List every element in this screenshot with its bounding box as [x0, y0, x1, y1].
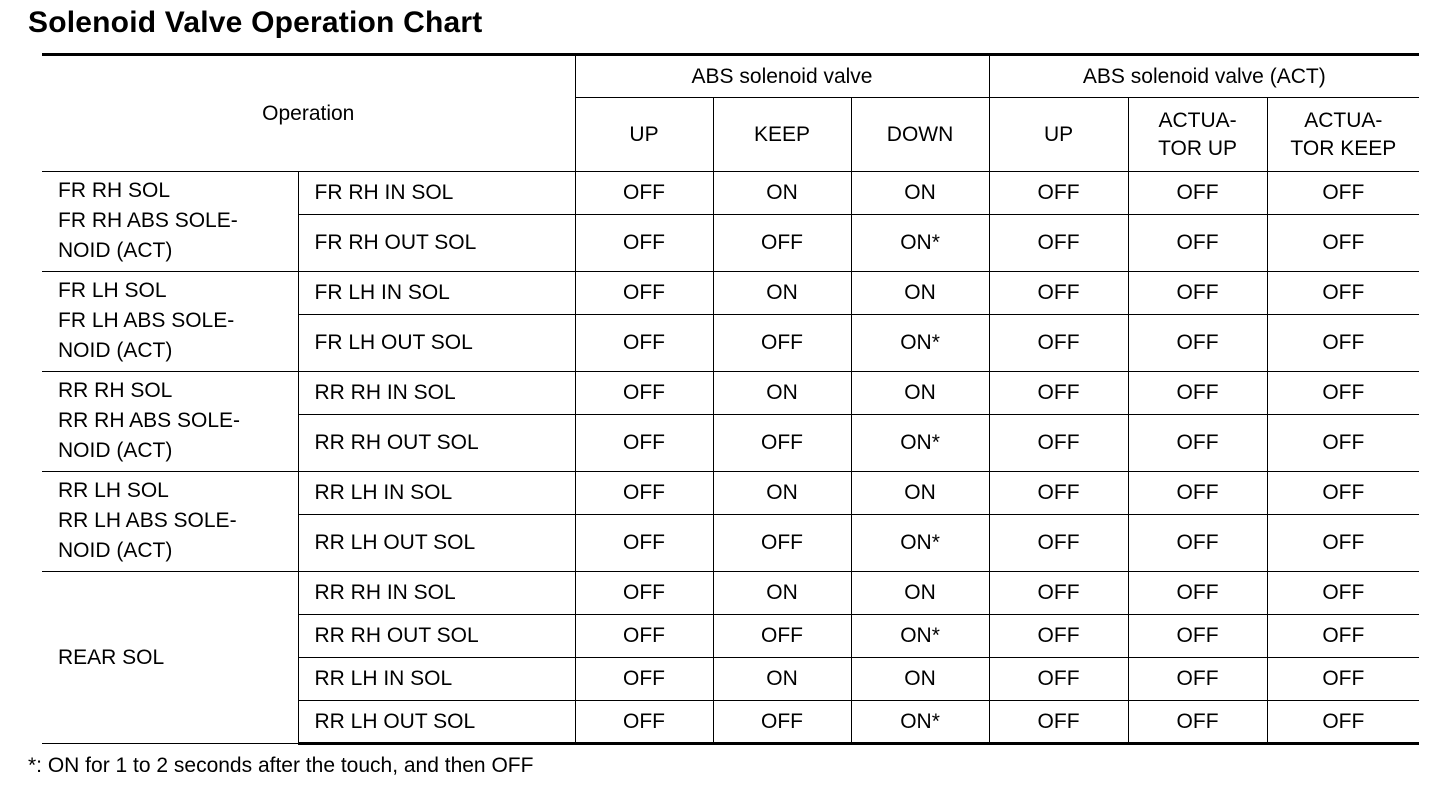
solenoid-label: FR RH IN SOL [298, 172, 575, 215]
state-cell: ON* [851, 315, 989, 372]
state-cell: OFF [1267, 615, 1419, 658]
state-cell: OFF [1128, 701, 1267, 744]
group-label-line: FR RH SOL [58, 179, 171, 202]
state-cell: OFF [989, 701, 1128, 744]
solenoid-label: RR RH IN SOL [298, 572, 575, 615]
state-cell: ON [851, 172, 989, 215]
state-cell: ON [851, 272, 989, 315]
col-header-keep: KEEP [713, 98, 851, 172]
state-cell: OFF [989, 515, 1128, 572]
state-cell: OFF [989, 272, 1128, 315]
abs-solenoid-valve-act-header: ABS solenoid valve (ACT) [989, 55, 1419, 98]
abs-solenoid-valve-header: ABS solenoid valve [575, 55, 989, 98]
state-cell: OFF [1128, 315, 1267, 372]
state-cell: OFF [989, 615, 1128, 658]
state-cell: ON [713, 272, 851, 315]
state-cell: OFF [1267, 515, 1419, 572]
state-cell: ON [713, 372, 851, 415]
group-label-line: FR LH ABS SOLE- [58, 309, 235, 332]
state-cell: OFF [989, 372, 1128, 415]
state-cell: OFF [575, 515, 713, 572]
table-row [42, 272, 1419, 315]
state-cell: OFF [1267, 372, 1419, 415]
state-cell: ON [851, 472, 989, 515]
state-cell: OFF [713, 615, 851, 658]
state-cell: OFF [989, 215, 1128, 272]
state-cell: OFF [1128, 215, 1267, 272]
solenoid-label: RR LH OUT SOL [298, 515, 575, 572]
col-header-actuator-keep: ACTUA- TOR KEEP [1267, 98, 1419, 172]
group-label-line: NOID (ACT) [58, 339, 173, 362]
group-label-line: RR LH SOL [58, 479, 169, 502]
state-cell: OFF [1267, 472, 1419, 515]
state-cell: ON [851, 572, 989, 615]
group-label [42, 372, 298, 472]
table-row [42, 372, 1419, 415]
state-cell: OFF [575, 472, 713, 515]
state-cell: OFF [713, 315, 851, 372]
state-cell: OFF [1267, 272, 1419, 315]
state-cell: OFF [575, 315, 713, 372]
solenoid-label: RR RH IN SOL [298, 372, 575, 415]
solenoid-label: FR RH OUT SOL [298, 215, 575, 272]
solenoid-label: RR LH OUT SOL [298, 701, 575, 744]
group-label-line: FR LH SOL [58, 279, 167, 302]
operation-header: Operation [42, 55, 575, 172]
state-cell: OFF [989, 572, 1128, 615]
state-cell: ON* [851, 701, 989, 744]
state-cell: ON [713, 472, 851, 515]
state-cell: OFF [575, 701, 713, 744]
solenoid-label: RR RH OUT SOL [298, 415, 575, 472]
state-cell: OFF [1128, 572, 1267, 615]
state-cell: ON [851, 658, 989, 701]
state-cell: ON* [851, 615, 989, 658]
state-cell: OFF [713, 415, 851, 472]
group-label [42, 572, 298, 744]
state-cell: OFF [1128, 415, 1267, 472]
state-cell: OFF [989, 172, 1128, 215]
page-title: Solenoid Valve Operation Chart [28, 6, 483, 39]
solenoid-label: FR LH OUT SOL [298, 315, 575, 372]
group-label-line: RR RH SOL [58, 379, 173, 402]
group-label [42, 272, 298, 372]
state-cell: OFF [989, 658, 1128, 701]
table-row [42, 172, 1419, 215]
group-label-line: NOID (ACT) [58, 239, 173, 262]
state-cell: OFF [1128, 172, 1267, 215]
state-cell: OFF [989, 415, 1128, 472]
state-cell: ON [713, 172, 851, 215]
solenoid-label: RR RH OUT SOL [298, 615, 575, 658]
state-cell: OFF [1128, 515, 1267, 572]
group-label-line: REAR SOL [58, 645, 165, 669]
solenoid-operation-table [42, 53, 1419, 745]
state-cell: OFF [989, 472, 1128, 515]
state-cell: ON* [851, 415, 989, 472]
state-cell: OFF [575, 172, 713, 215]
state-cell: OFF [575, 415, 713, 472]
state-cell: OFF [1128, 658, 1267, 701]
state-cell: ON* [851, 215, 989, 272]
state-cell: OFF [1267, 315, 1419, 372]
state-cell: ON [713, 572, 851, 615]
state-cell: OFF [1267, 215, 1419, 272]
state-cell: OFF [1128, 372, 1267, 415]
table-row [42, 572, 1419, 615]
state-cell: OFF [575, 372, 713, 415]
col-header-up: UP [575, 98, 713, 172]
state-cell: OFF [1128, 472, 1267, 515]
state-cell: OFF [1267, 701, 1419, 744]
state-cell: ON [713, 658, 851, 701]
col-header-actuator-up: ACTUA- TOR UP [1128, 98, 1267, 172]
group-label [42, 472, 298, 572]
state-cell: OFF [575, 658, 713, 701]
solenoid-label: FR LH IN SOL [298, 272, 575, 315]
table-row [42, 472, 1419, 515]
state-cell: OFF [713, 215, 851, 272]
group-label-line: NOID (ACT) [58, 539, 173, 562]
state-cell: OFF [575, 572, 713, 615]
col-header-act-up: UP [989, 98, 1128, 172]
group-label-line: NOID (ACT) [58, 439, 173, 462]
state-cell: OFF [1128, 272, 1267, 315]
group-label-line: RR RH ABS SOLE- [58, 409, 241, 432]
group-label-line: FR RH ABS SOLE- [58, 209, 238, 232]
state-cell: OFF [1267, 172, 1419, 215]
state-cell: OFF [713, 515, 851, 572]
state-cell: ON [851, 372, 989, 415]
state-cell: OFF [575, 215, 713, 272]
state-cell: OFF [713, 701, 851, 744]
state-cell: OFF [1128, 615, 1267, 658]
state-cell: OFF [1267, 658, 1419, 701]
state-cell: OFF [575, 615, 713, 658]
state-cell: ON* [851, 515, 989, 572]
state-cell: OFF [575, 272, 713, 315]
state-cell: OFF [1267, 415, 1419, 472]
footnote: *: ON for 1 to 2 seconds after the touch, and then OFF [28, 754, 534, 777]
group-label [42, 172, 298, 272]
state-cell: OFF [989, 315, 1128, 372]
solenoid-label: RR LH IN SOL [298, 472, 575, 515]
solenoid-label: RR LH IN SOL [298, 658, 575, 701]
state-cell: OFF [1267, 572, 1419, 615]
col-header-down: DOWN [851, 98, 989, 172]
group-label-line: RR LH ABS SOLE- [58, 509, 237, 532]
